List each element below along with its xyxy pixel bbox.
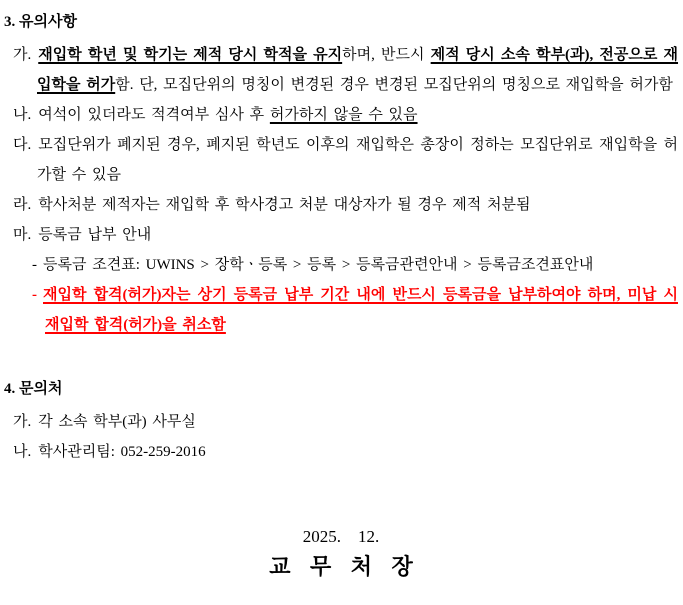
text-run: 학사처분 제적자는 재입학 후 학사경고 처분 대상자가 될 경우 제적 처분됨 [38, 197, 531, 213]
item-label: 다. [13, 137, 32, 153]
item-label: 라. [13, 197, 32, 213]
sub-item-payment-warning [4, 280, 678, 340]
signer-title: 교 무 처 장 [269, 554, 420, 579]
list-item-ra [4, 190, 678, 220]
text-run-underline: 허가하지 않을 수 있음 [269, 107, 418, 123]
text-run: 등록금 조견표: UWINS > 장학ㆍ등록 > 등록 > 등록금관련안내 > 등록금조견표안내 [43, 257, 594, 273]
contact-item-office [4, 407, 678, 437]
dash-bullet: - [32, 287, 37, 303]
dash-bullet: - [32, 257, 37, 273]
text-run-red-bold-underline: 재입학 합격(허가)자는 상기 등록금 납부 기간 내에 반드시 등록금을 납부하여야 하며, 미납 시 재입학 합격(허가)을 취소함 [43, 287, 678, 333]
item-label: 나. [13, 107, 32, 123]
contact-item-phone [4, 437, 678, 467]
item-label: 나. [13, 444, 32, 460]
list-item-na [4, 100, 678, 130]
document-footer [4, 523, 678, 582]
text-run: 모집단위가 폐지된 경우, 폐지된 학년도 이후의 재입학은 총장이 정하는 모집단위로 재입학을 허가할 수 있음 [37, 137, 678, 183]
text-run: 각 소속 학부(과) 사무실 [38, 414, 196, 430]
text-run-bold-underline: 제적 당시 소속 학부(과), 전공으로 재입학을 허가 [37, 47, 679, 93]
text-run: 학사관리팀: 052-259-2016 [38, 444, 206, 460]
text-run: 함. 단, 모집단위의 명칭이 변경된 경우 변경된 모집단위의 명칭으로 재입학을 허가함 [115, 77, 673, 93]
text-run: 하며, 반드시 [342, 47, 431, 63]
list-item-ga [4, 40, 678, 100]
item-label: 가. [13, 47, 32, 63]
item-label: 가. [13, 414, 32, 430]
item-label: 마. [13, 227, 32, 243]
section-notes-heading: 3. 유의사항 [4, 14, 77, 30]
issue-date: 2025. 12. [302, 527, 380, 546]
text-run-bold-underline: 재입학 학년 및 학기는 제적 당시 학적을 유지 [38, 47, 343, 63]
list-item-da [4, 130, 678, 190]
list-item-ma [4, 220, 678, 250]
section-contact [4, 374, 678, 467]
text-run: 등록금 납부 안내 [38, 227, 152, 243]
sub-item-tuition-table [4, 250, 678, 280]
section-contact-heading: 4. 문의처 [4, 381, 63, 397]
text-run: 여석이 있더라도 적격여부 심사 후 [38, 107, 270, 123]
